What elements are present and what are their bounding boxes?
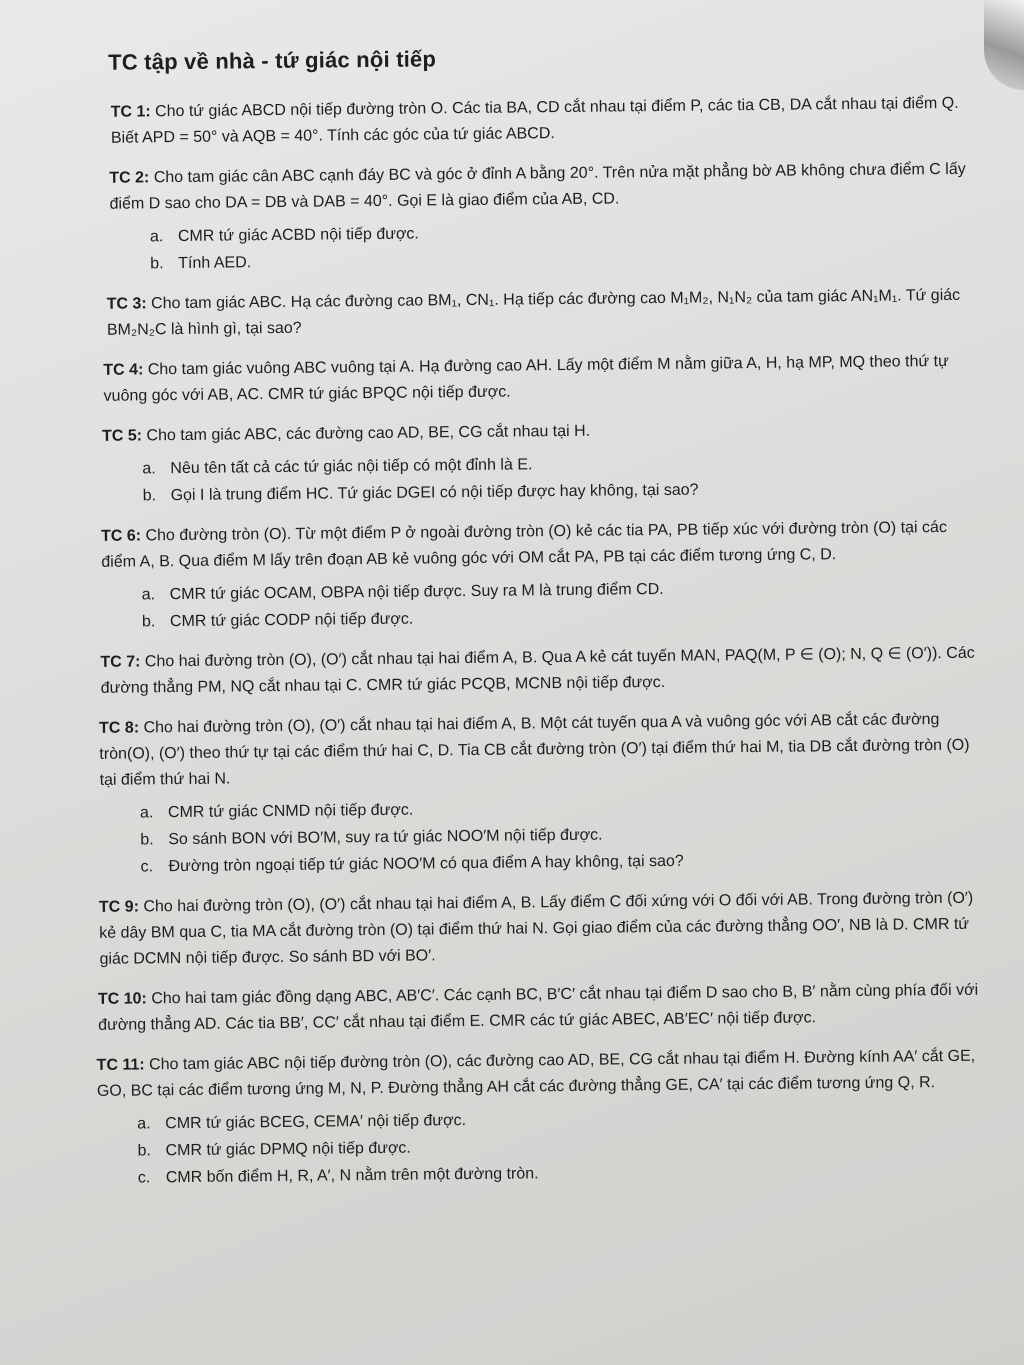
problem-label: TC 5: [101, 427, 143, 445]
problem-tc5 [88, 415, 979, 510]
problem-label: TC 3: [106, 295, 147, 313]
sub-question-text: CMR bốn điểm H, R, A′, N nằm trên một đường tròn. [165, 1165, 539, 1187]
problem-tc10 [94, 978, 984, 1039]
sub-question-text: Gọi I là trung điểm HC. Tứ giác DGEI có nội tiếp được hay không, tại sao? [170, 481, 699, 505]
problem-text: Cho tam giác ABC nội tiếp đường tròn (O), các đường cao AD, BE, CG cắt nhau tại điểm H. Đường kính AA′ cắt GE, GO, BC tại các điểm tương ứng M, N, P. Đường thẳng AH cắt các đường thẳng GE, CA′ tại các điểm tương ứng Q, R. [96, 1047, 976, 1100]
sub-question-mark: b. [137, 1142, 151, 1160]
problem-label: TC 6: [101, 527, 142, 545]
sub-question-text: CMR tứ giác BCEG, CEMA′ nội tiếp được. [165, 1112, 467, 1133]
problem-label: TC 9: [98, 898, 140, 916]
sub-question-list [97, 1102, 986, 1192]
sub-question-list [100, 791, 983, 881]
problem-text: Cho tam giác vuông ABC vuông tại A. Hạ đường cao AH. Lấy một điểm M nằm giữa A, H, hạ MP, MQ theo thứ tự vuông góc với AB, AC. CMR tứ giác BPQC nội tiếp được. [103, 352, 949, 405]
sub-question-text: Đường tròn ngoại tiếp tứ giác NOO′M có qua điểm A hay không, tại sao? [168, 852, 684, 876]
sub-question-mark: a. [142, 460, 156, 478]
problem-text: Cho tam giác ABC, các đường cao AD, BE, CG cắt nhau tại H. [146, 422, 591, 445]
sub-question-text: CMR tứ giác CODP nội tiếp được. [169, 610, 414, 631]
problem-label: TC 1: [110, 103, 151, 121]
sub-question-mark: b. [150, 255, 164, 273]
problem-label: TC 7: [100, 653, 141, 671]
problem-text: Cho tam giác ABC. Hạ các đường cao BM₁, CN₁. Hạ tiếp các đường cao M₁M₂, N₁N₂ của tam giác AN₁M₁. Tứ giác BM₂N₂C là hình gì, tại sao? [106, 286, 961, 339]
sub-question-text: CMR tứ giác OCAM, OBPA nội tiếp được. Suy ra M là trung điểm CD. [169, 580, 664, 604]
problem-text: Cho đường tròn (O). Từ một điểm P ở ngoài đường tròn (O) kẻ các tia PA, PB tiếp xúc với đường tròn (O) tại các điểm A, B. Qua điểm M lấy trên đoạn AB kẻ vuông góc với OM cắt PA, PB tại các điểm tương ứng C, D. [101, 518, 947, 571]
problem-tc11 [95, 1044, 986, 1192]
sub-question-list [110, 215, 977, 278]
sub-question-mark: c. [137, 1169, 151, 1187]
problem-text: Cho hai đường tròn (O), (O′) cắt nhau tại hai điểm A, B. Lấy điểm C đối xứng với O đối với AB. Trong đường tròn (O′) kẻ dây BM qua C, tia MA cắt đường tròn (O) tại điểm thứ hai N. Gọi giao điểm của các đường thẳng OO′, NB là D. CMR tứ giác DCMN nội tiếp được. So sánh BD với BO′. [99, 889, 974, 968]
sub-question-text: CMR tứ giác ACBD nội tiếp được. [177, 225, 419, 246]
problem-label: TC 2: [109, 169, 150, 187]
sub-question-mark: a. [137, 1115, 151, 1133]
worksheet [84, 41, 986, 1206]
sub-question-text: CMR tứ giác CNMD nội tiếp được. [167, 801, 414, 822]
page-corner-shadow [984, 0, 1024, 90]
sub-question-mark: b. [140, 831, 154, 849]
problem-label: TC 10: [97, 990, 147, 1008]
problem-tc2 [85, 157, 976, 278]
problem-text: Cho hai đường tròn (O), (O′) cắt nhau tại hai điểm A, B. Một cát tuyến qua A và vuông góc với AB cắt các đường tròn(O), (O′) theo thứ tự tại các điểm thứ hai C, D. Tia CB cắt đường tròn (O′) tại điểm thứ hai M, tia DB cắt đường tròn (O) tại điểm thứ hai N. [99, 711, 970, 789]
sub-question-text: So sánh BON với BO′M, suy ra tứ giác NOO′M nội tiếp được. [168, 826, 603, 849]
sub-question-mark: a. [139, 804, 154, 822]
problem-tc6 [89, 515, 980, 636]
problem-tc7 [90, 641, 980, 702]
sub-question-list [102, 447, 979, 510]
sub-question-mark: b. [142, 487, 157, 505]
problem-tc4 [87, 349, 977, 410]
problem-label: TC 11: [96, 1056, 145, 1074]
sub-question-mark: a. [149, 228, 164, 246]
problem-text: Cho tứ giác ABCD nội tiếp đường tròn O. Các tia BA, CD cắt nhau tại điểm P, các tia CB, DA cắt nhau tại điểm Q. Biết APD = 50° và AQB = 40°. Tính các góc của tứ giác ABCD. [110, 94, 959, 147]
sub-question-mark: c. [140, 858, 154, 876]
problem-label: TC 4: [103, 361, 144, 379]
problem-text: Cho hai đường tròn (O), (O′) cắt nhau tại hai điểm A, B. Qua A kẻ cát tuyến MAN, PAQ(M, P ∈ (O); N, Q ∈ (O′)). Các đường thẳng PM, NQ cắt nhau tại C. CMR tứ giác PCQB, MCNB nội tiếp được. [100, 644, 975, 697]
problem-label: TC 8: [99, 719, 140, 737]
sub-question-mark: a. [141, 586, 156, 604]
sub-question-text: Nêu tên tất cả các tứ giác nội tiếp có một đỉnh là E. [170, 456, 533, 478]
problem-tc3 [87, 283, 977, 344]
sub-question-text: CMR tứ giác DPMQ nội tiếp được. [165, 1139, 411, 1160]
sub-question-mark: b. [141, 613, 156, 631]
sub-question-list [102, 573, 981, 636]
problem-tc1 [85, 91, 975, 152]
problem-tc8 [91, 707, 983, 881]
sub-question-text: Tính AED. [178, 254, 252, 273]
problem-tc9 [93, 886, 984, 973]
problem-text: Cho tam giác cân ABC cạnh đáy BC và góc ở đỉnh A bằng 20°. Trên nửa mặt phẳng bờ AB không chưa điểm C lấy điểm D sao cho DA = DB và DAB = 40°. Gọi E là giao điểm của AB, CD. [109, 160, 966, 213]
page-title: TC tập về nhà - tứ giác nội tiếp [107, 46, 437, 75]
problem-text: Cho hai tam giác đồng dạng ABC, AB′C′. Các cạnh BC, B′C′ cắt nhau tại điểm D sao cho B, B′ nằm cùng phía đối với đường thẳng AD. Các tia BB′, CC′ cắt nhau tại điểm E. CMR các tứ giác ABEC, AB′EC′ nội tiếp được. [98, 981, 979, 1034]
